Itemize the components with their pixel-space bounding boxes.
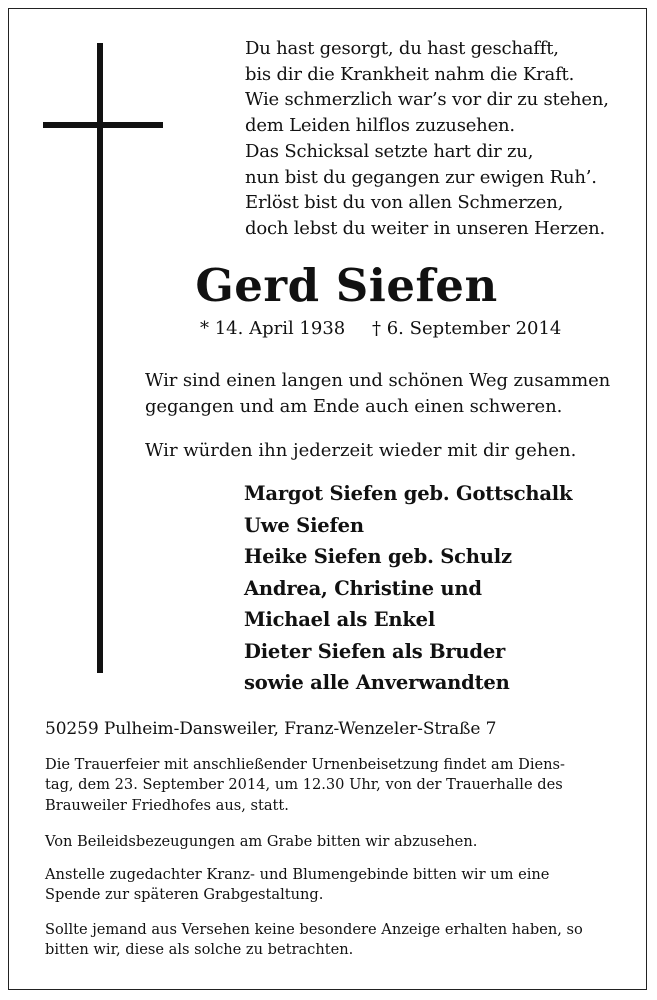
mourner: Uwe Siefen <box>244 513 364 537</box>
flowers-info <box>45 865 612 906</box>
notice-info <box>45 920 612 961</box>
birth-date: * 14. April 1938 <box>200 318 346 339</box>
poem-line: doch lebst du weiter in unseren Herzen. <box>245 217 606 239</box>
info-line: Brauweiler Friedhofes aus, statt. <box>45 796 289 814</box>
address: 50259 Pulheim-Dansweiler, Franz-Wenzeler-Straße 7 <box>45 719 497 739</box>
info-line: Die Trauerfeier mit anschließender Urnenbeisetzung findet am Diens- <box>45 756 565 773</box>
quote <box>145 368 635 420</box>
deceased-name: Gerd Siefen <box>195 259 498 312</box>
quote-line: gegangen und am Ende auch einen schweren. <box>145 396 563 417</box>
poem-line: Das Schicksal setzte hart dir zu, <box>245 140 534 162</box>
ceremony-info <box>45 755 612 816</box>
poem-line: Wie schmerzlich war’s vor dir zu stehen, <box>245 89 609 111</box>
mourner: Margot Siefen geb. Gottschalk <box>244 482 573 505</box>
cross-icon <box>97 43 103 673</box>
info-line: tag, dem 23. September 2014, um 12.30 Uhr, von der Trauerhalle des <box>45 776 563 794</box>
info-line: Sollte jemand aus Versehen keine besondere Anzeige erhalten haben, so <box>45 921 583 938</box>
info-line: bitten wir, diese als solche zu betrachten. <box>45 941 354 959</box>
cross-icon-bar <box>43 122 163 128</box>
quote-line: Wir sind einen langen und schönen Weg zusammen <box>145 370 611 391</box>
mourner: Andrea, Christine und <box>244 576 482 600</box>
death-date: † 6. September 2014 <box>372 318 562 339</box>
mourners-list <box>244 478 572 699</box>
info-line: Von Beileidsbezeugungen am Grabe bitten wir abzusehen. <box>45 833 478 850</box>
poem-line: Du hast gesorgt, du hast geschafft, <box>245 38 559 59</box>
poem-line: bis dir die Krankheit nahm die Kraft. <box>245 63 575 85</box>
condolence-info <box>45 832 612 852</box>
mourner: Dieter Siefen als Bruder <box>244 639 506 663</box>
info-line: Anstelle zugedachter Kranz- und Blumengebinde bitten wir um eine <box>45 866 550 883</box>
info-line: Spende zur späteren Grabgestaltung. <box>45 886 324 904</box>
poem <box>245 36 625 242</box>
mourner: Michael als Enkel <box>244 608 436 631</box>
poem-line: nun bist du gegangen zur ewigen Ruh’. <box>245 166 597 188</box>
quote-second: Wir würden ihn jederzeit wieder mit dir gehen. <box>145 440 577 461</box>
poem-line: Erlöst bist du von allen Schmerzen, <box>245 192 564 214</box>
poem-line: dem Leiden hilflos zuzusehen. <box>245 115 515 137</box>
mourner: sowie alle Anverwandten <box>244 671 510 694</box>
mourner: Heike Siefen geb. Schulz <box>244 545 512 568</box>
